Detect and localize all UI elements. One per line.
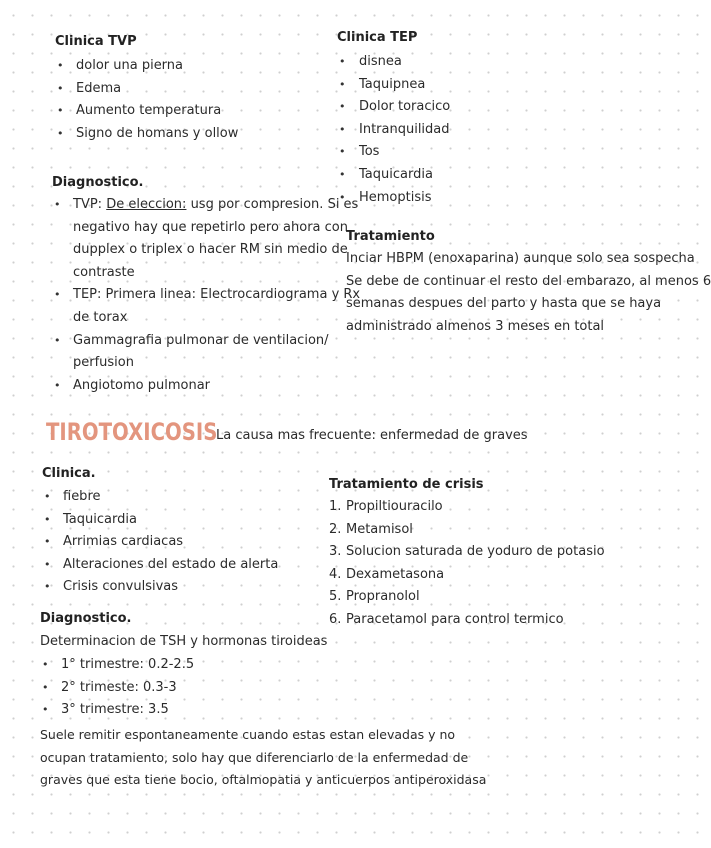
- text-line: Gammagrafia pulmonar de ventilacion/: [73, 332, 329, 348]
- list-item: • 2° trimeste: 0.3-3: [40, 677, 194, 700]
- trimestre-list: [40, 654, 194, 722]
- text-line: dupplex o triplex o hacer RM sin medio de: [73, 242, 348, 258]
- text-line: Se debe de continuar el resto del embarazo, al menos 6: [346, 273, 711, 289]
- clinica-list: [42, 486, 278, 599]
- list-item: • Dolor toracico: [337, 96, 450, 119]
- item-number: 3.: [329, 544, 342, 560]
- item-text: Dexametasona: [346, 566, 445, 582]
- tratamiento-text: [346, 248, 711, 338]
- item-text: Metamisol: [346, 521, 413, 537]
- text-line: administrado almenos 3 meses en total: [346, 318, 605, 334]
- item-text: Propranolol: [346, 589, 420, 605]
- list-item: • fiebre: [42, 486, 278, 509]
- item-number: 5.: [329, 589, 342, 605]
- clinica-heading: Clinica.: [42, 466, 96, 481]
- list-item: [52, 194, 360, 284]
- diagnostico2-heading: Diagnostico.: [40, 611, 132, 626]
- text-line: graves que esta tiene bocio, oftalmopatia y anticuerpos antiperoxidasa: [40, 772, 487, 788]
- text-line: negativo hay que repetirlo pero ahora con: [73, 219, 348, 235]
- list-item: [52, 330, 360, 375]
- list-item: • Arrimias cardiacas: [42, 531, 278, 554]
- text-line: TEP: Primera linea: Electrocardiograma y Rx: [73, 287, 361, 303]
- list-item: [329, 609, 605, 632]
- list-item: • Tos: [337, 141, 450, 164]
- item-number: 2.: [329, 521, 342, 537]
- clinica-tep-list: [337, 51, 450, 209]
- clinica-tvp-list: [55, 55, 238, 145]
- list-item: [329, 496, 605, 519]
- list-item: [329, 586, 605, 609]
- list-item: • disnea: [337, 51, 450, 74]
- clinica-tvp-heading: Clinica TVP: [55, 34, 137, 49]
- list-item: • dolor una pierna: [55, 55, 238, 78]
- list-item: • Alteraciones del estado de alerta: [42, 554, 278, 577]
- list-item: • 3° trimestre: 3.5: [40, 699, 194, 722]
- list-item: [52, 284, 360, 329]
- list-item: • Taquicardia: [337, 164, 450, 187]
- text-line: ocupan tratamiento, solo hay que diferenciarlo de la enfermedad de: [40, 749, 469, 765]
- clinica-tep-heading: Clinica TEP: [337, 30, 418, 45]
- diagnostico2-paragraph: [40, 724, 486, 792]
- text-line: contraste: [73, 264, 135, 280]
- item-number: 1.: [329, 499, 342, 514]
- list-item: • Hemoptisis: [337, 187, 450, 210]
- text-line: semanas despues del parto y hasta que se haya: [346, 296, 662, 312]
- item-number: 6.: [329, 611, 342, 627]
- list-item: • 1° trimestre: 0.2-2.5: [40, 654, 194, 677]
- tratamiento-heading: Tratamiento: [346, 229, 435, 244]
- tratamiento-crisis-list: [329, 496, 605, 632]
- list-item: • Edema: [55, 78, 238, 101]
- tvp-label: TVP:: [73, 197, 103, 212]
- item-number: 4.: [329, 566, 342, 582]
- eleccion-rest: usg por compresion. Si es: [186, 197, 359, 212]
- diagnostico2-intro: Determinacion de TSH y hormonas tiroideas: [40, 634, 328, 649]
- list-item: [329, 564, 605, 587]
- list-item: • Taquipnea: [337, 74, 450, 97]
- list-item: • Angiotomo pulmonar: [52, 375, 360, 398]
- eleccion-underlined: De eleccion:: [106, 197, 187, 212]
- tirotoxicosis-subtitle: La causa mas frecuente: enfermedad de graves: [216, 428, 528, 443]
- diagnostico-list: [52, 194, 360, 397]
- item-text: Solucion saturada de yoduro de potasio: [346, 544, 605, 560]
- list-item: • Intranquilidad: [337, 119, 450, 142]
- list-item: [329, 541, 605, 564]
- item-text: Paracetamol para control termico: [346, 611, 564, 627]
- text-line: Inciar HBPM (enoxaparina) aunque solo sea sospecha: [346, 251, 695, 266]
- text-line: de torax: [73, 309, 128, 325]
- item-text: Propiltiouracilo: [346, 499, 443, 514]
- tratamiento-crisis-heading: Tratamiento de crisis: [329, 477, 484, 492]
- text-line: perfusion: [73, 355, 134, 371]
- tirotoxicosis-title: TIROTOXICOSIS: [46, 418, 218, 446]
- list-item: • Signo de homans y ollow: [55, 123, 238, 146]
- list-item: • Taquicardia: [42, 509, 278, 532]
- diagnostico-heading: Diagnostico.: [52, 175, 144, 190]
- list-item: [329, 519, 605, 542]
- text-line: Suele remitir espontaneamente cuando estas estan elevadas y no: [40, 727, 456, 742]
- list-item: • Aumento temperatura: [55, 100, 238, 123]
- list-item: • Crisis convulsivas: [42, 576, 278, 599]
